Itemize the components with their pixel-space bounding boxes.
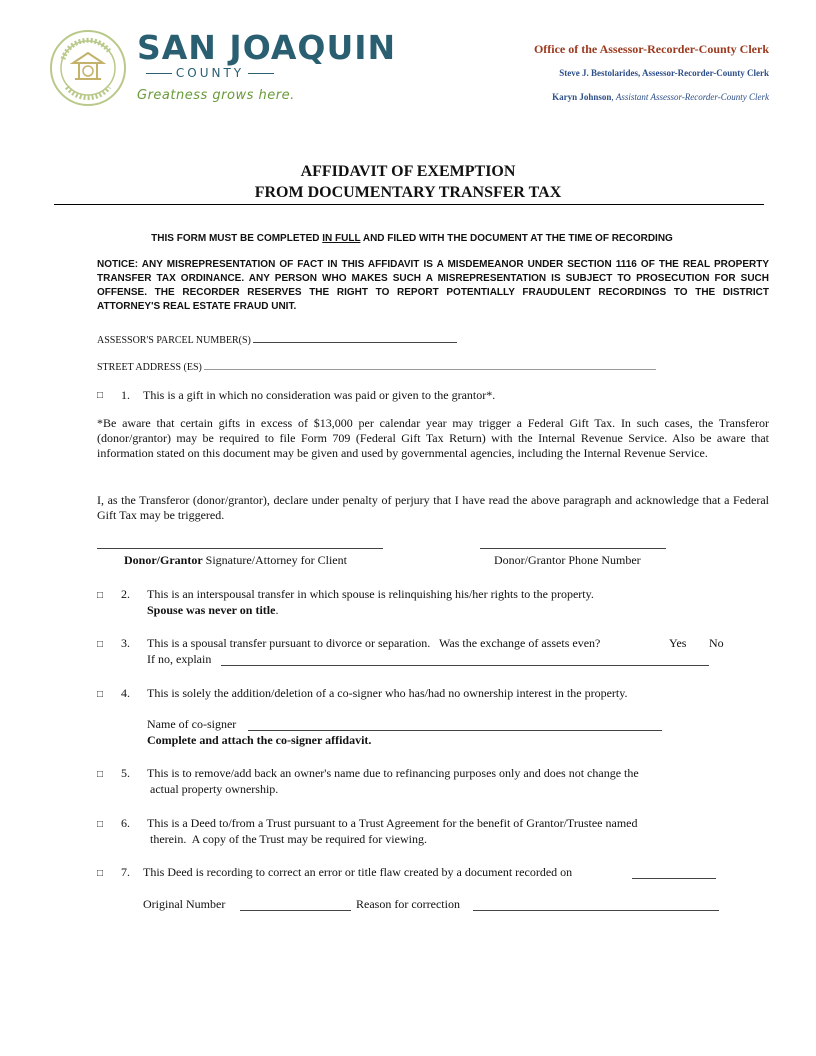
- checkbox-item-2[interactable]: □: [97, 590, 104, 601]
- logo-county: COUNTY: [137, 66, 283, 80]
- completion-instruction: THIS FORM MUST BE COMPLETED IN FULL AND FILED WITH THE DOCUMENT AT THE TIME OF RECORDING: [151, 233, 673, 244]
- county-seal-logo: [49, 29, 127, 107]
- misrepresentation-notice: NOTICE: ANY MISREPRESENTATION OF FACT IN THIS AFFIDAVIT IS A MISDEMEANOR UNDER SECTION 1116 OF THE REAL PROPERTY TRANSFER TAX ORDINANCE. ANY PERSON WHO MAKES SUCH A MISREPRESENTATION IS SUBJECT TO PROSECUTION FOR SUCH OFFENSE. THE RECORDER RESERVES THE RIGHT TO REPORT POTENTIALLY FRAUDULENT RECORDINGS TO THE DISTRICT ATTORNEY'S REAL ESTATE FRAUD UNIT.: [97, 259, 769, 312]
- reason-label: Reason for correction: [356, 897, 460, 911]
- checkbox-item-3[interactable]: □: [97, 639, 104, 650]
- item-7-text: This Deed is recording to correct an error or title flaw created by a document recorded on: [143, 865, 573, 879]
- phone-label: Donor/Grantor Phone Number: [494, 553, 641, 567]
- logo-name: SAN JOAQUIN: [137, 28, 397, 67]
- item-6-text: This is a Deed to/from a Trust pursuant to a Trust Agreement for the benefit of Grantor/Trustee named: [147, 816, 638, 830]
- street-address-label: STREET ADDRESS (ES): [97, 362, 202, 373]
- title-divider: [54, 204, 764, 205]
- office-title: Office of the Assessor-Recorder-County Clerk: [533, 42, 769, 56]
- checkbox-item-1[interactable]: □: [97, 390, 104, 401]
- item-3-number: 3.: [121, 636, 130, 650]
- cosigner-affidavit-note: Complete and attach the co-signer affidavit.: [147, 733, 372, 747]
- item-2-number: 2.: [121, 587, 130, 601]
- street-address-field[interactable]: [97, 359, 656, 373]
- option-yes[interactable]: Yes: [669, 636, 687, 650]
- assistant-assessor: Karyn Johnson, Assistant Assessor-Recorder-County Clerk: [552, 92, 769, 102]
- checkbox-item-4[interactable]: □: [97, 689, 104, 700]
- checkbox-item-6[interactable]: □: [97, 819, 104, 830]
- parcel-number-label: ASSESSOR'S PARCEL NUMBER(S): [97, 335, 251, 346]
- parcel-number-field[interactable]: [97, 332, 457, 346]
- perjury-declaration: I, as the Transferor (donor/grantor), declare under penalty of perjury that I have read the above paragraph and acknowledge that a Federal Gift Tax may be triggered.: [97, 493, 769, 522]
- parcel-number-input[interactable]: [253, 332, 457, 343]
- item-3-text: This is a spousal transfer pursuant to divorce or separation. Was the exchange of assets even?: [147, 636, 601, 650]
- original-number-input[interactable]: [240, 910, 351, 911]
- phone-line[interactable]: [480, 548, 666, 549]
- cosigner-input[interactable]: [248, 730, 662, 731]
- item-2-bold-note: Spouse was never on title.: [147, 603, 279, 617]
- gift-tax-warning: *Be aware that certain gifts in excess of $13,000 per calendar year may trigger a Federal Gift Tax. In such cases, the Transferor (donor/grantor) may be required to file Form 709 (Federal Gift Tax Return) with the Internal Revenue Service. Also be aware that information stated on this document may be given and used by governmental agencies, including the Internal Revenue Service.: [97, 416, 769, 460]
- item-4-number: 4.: [121, 686, 130, 700]
- item-1-number: 1.: [121, 388, 130, 402]
- item-1-text: This is a gift in which no consideration was paid or given to the grantor*.: [143, 388, 496, 402]
- original-number-label: Original Number: [143, 897, 226, 911]
- option-no[interactable]: No: [709, 636, 724, 650]
- item-6-text-cont: therein. A copy of the Trust may be required for viewing.: [150, 832, 427, 846]
- recorded-date-input[interactable]: [632, 878, 716, 879]
- checkbox-item-7[interactable]: □: [97, 868, 104, 879]
- item-2-text: This is an interspousal transfer in which spouse is relinquishing his/her rights to the property.: [147, 587, 594, 601]
- form-title-line2: FROM DOCUMENTARY TRANSFER TAX: [254, 184, 562, 201]
- item-4-text: This is solely the addition/deletion of a co-signer who has/had no ownership interest in the property.: [147, 686, 628, 700]
- item-5-text-cont: actual property ownership.: [150, 782, 279, 796]
- reason-input[interactable]: [473, 910, 719, 911]
- cosigner-label: Name of co-signer: [147, 717, 237, 731]
- item-5-text: This is to remove/add back an owner's name due to refinancing purposes only and does not change the: [147, 766, 639, 780]
- form-title-line1: AFFIDAVIT OF EXEMPTION: [300, 163, 516, 180]
- item-3-explain-label: If no, explain: [147, 652, 212, 666]
- explain-input[interactable]: [221, 665, 709, 666]
- checkbox-item-5[interactable]: □: [97, 769, 104, 780]
- item-7-number: 7.: [121, 865, 130, 879]
- item-5-number: 5.: [121, 766, 130, 780]
- assessor-name: Steve J. Bestolarides, Assessor-Recorder-County Clerk: [559, 68, 769, 78]
- item-6-number: 6.: [121, 816, 130, 830]
- signature-label: Donor/Grantor Signature/Attorney for Client: [124, 553, 347, 567]
- logo-tagline: Greatness grows here.: [137, 88, 295, 103]
- signature-line[interactable]: [97, 548, 383, 549]
- street-address-input[interactable]: [204, 359, 656, 370]
